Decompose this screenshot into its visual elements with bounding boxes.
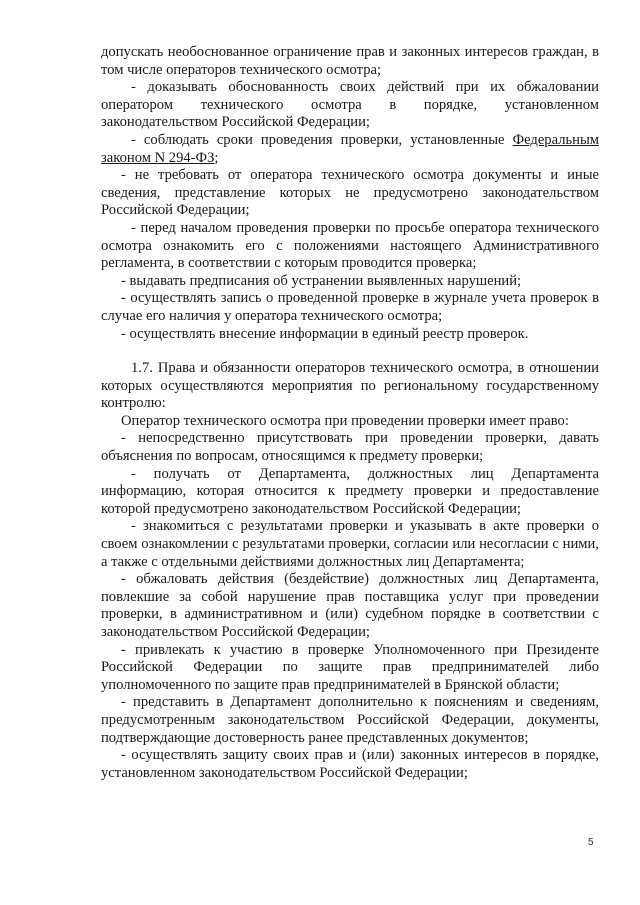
duty-issue-orders: - выдавать предписания об устранении выявленных нарушений; xyxy=(121,272,522,289)
page-number: 5 xyxy=(588,837,594,848)
right-protect-interests: - осуществлять защиту своих прав и (или) законных интересов в порядке, установленном законодательством Российской Федерации; xyxy=(101,747,599,781)
duty-observe-deadlines xyxy=(101,132,599,167)
section-1-7-heading: 1.7. Права и обязанности операторов технического осмотра, в отношении которых осуществляются мероприятия по региональному государственному контролю: xyxy=(101,360,599,412)
document-body xyxy=(101,44,599,782)
right-review-results: - знакомиться с результатами проверки и указывать в акте проверки о своем ознакомлении с результатами проверки, согласии или несогласии с ними, а также с отдельными действиями должностных лиц Департамента; xyxy=(101,518,599,570)
right-receive-information: - получать от Департамента, должностных лиц Департамента информацию, которая относится к предмету проверки и предоставление которой предусмотрено законодательством Российской Федерации; xyxy=(101,465,599,517)
duty-no-extra-documents: - не требовать от оператора технического осмотра документы и иные сведения, представление которых не предусмотрено законодательством Российской Федерации; xyxy=(101,167,599,219)
right-involve-ombudsman: - привлекать к участию в проверке Уполномоченного при Президенте Российской Федерации по защите прав предпринимателей либо уполномоченного по защите прав предпринимателей в Брянской области; xyxy=(101,641,599,693)
right-appeal-actions: - обжаловать действия (бездействие) должностных лиц Департамента, повлекшие за собой нарушение прав поставщика услуг при проведении проверки, в административном и (или) судебном порядке в соответствии с законодательством Российской Федерации; xyxy=(101,571,599,640)
right-submit-documents: - представить в Департамент дополнительно к пояснениям и сведениям, предусмотренным законодательством Российской Федерации, документы, подтверждающие достоверность ранее представленных документов; xyxy=(101,694,599,746)
paragraph-gap xyxy=(101,343,599,360)
duty-observe-deadlines-end: ; xyxy=(214,149,219,166)
federal-law-link[interactable]: Федеральным законом N 294-ФЗ xyxy=(101,131,599,166)
duty-justify-actions: - доказывать обоснованность своих действий при их обжаловании оператором технического осмотра в порядке, установленном законодательством Российской Федерации; xyxy=(101,79,599,131)
duty-observe-deadlines-text: - соблюдать сроки проведения проверки, установленные xyxy=(131,131,513,148)
duty-journal-record: - осуществлять запись о проведенной проверке в журнале учета проверок в случае его наличия у оператора технического осмотра; xyxy=(101,290,599,324)
operator-rights-intro: Оператор технического осмотра при проведении проверки имеет право: xyxy=(121,412,569,429)
paragraph-continuation: допускать необоснованное ограничение прав и законных интересов граждан, в том числе операторов технического осмотра; xyxy=(101,44,599,78)
duty-familiarize-regulation: - перед началом проведения проверки по просьбе оператора технического осмотра ознакомить его с положениями настоящего Административного регламента, в соответствии с которым проводится проверка; xyxy=(101,219,599,272)
duty-register-entry: - осуществлять внесение информации в единый реестр проверок. xyxy=(121,325,529,342)
right-be-present: - непосредственно присутствовать при проведении проверки, давать объяснения по вопросам, относящимся к предмету проверки; xyxy=(101,430,599,465)
